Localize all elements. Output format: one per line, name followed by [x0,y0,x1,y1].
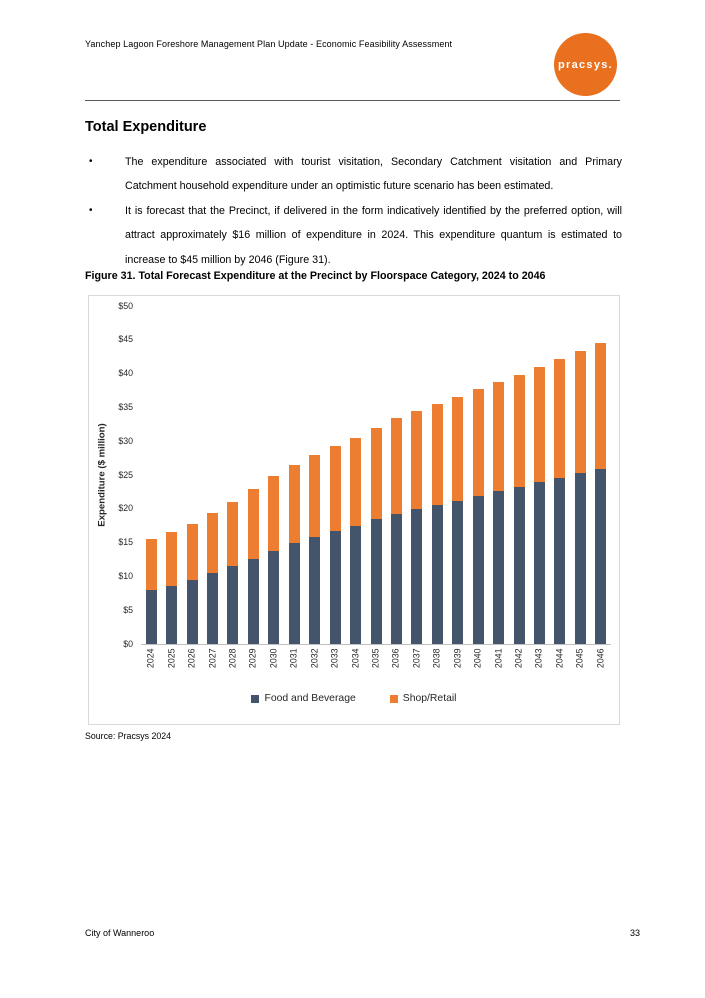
source-note: Source: Pracsys 2024 [85,731,172,741]
page-number: 33 [630,928,641,938]
bar-segment-food-and-beverage [575,473,586,644]
x-tick-label: 2031 [288,648,299,669]
bar-segment-food-and-beverage [595,469,606,644]
y-tick-label: $45 [118,334,133,345]
bar-segment-food-and-beverage [554,478,565,644]
bar-segment-food-and-beverage [473,496,484,644]
bar-segment-shop-retail [514,375,525,487]
bar-segment-shop-retail [227,502,238,566]
legend-item [390,693,457,704]
section-heading: Total Expenditure [85,119,207,135]
x-tick-label: 2038 [431,648,442,669]
bar-segment-food-and-beverage [534,482,545,644]
bullet-list [85,150,622,272]
x-tick-label: 2039 [452,648,463,669]
bar-segment-food-and-beverage [330,531,341,644]
y-tick-label: $10 [118,570,133,581]
y-tick-label: $40 [118,368,133,379]
bar-segment-shop-retail [595,343,606,469]
x-tick-label: 2025 [166,648,177,669]
bar-segment-shop-retail [187,524,198,580]
y-tick-label: $30 [118,435,133,446]
x-tick-label: 2036 [390,648,401,669]
bullet-marker-icon: • [89,204,93,216]
bar-segment-shop-retail [554,359,565,477]
bar-segment-shop-retail [166,532,177,585]
bar-segment-food-and-beverage [207,573,218,644]
bar-segment-food-and-beverage [289,543,300,644]
bar-segment-food-and-beverage [309,537,320,644]
legend-swatch [390,695,398,703]
bar-segment-shop-retail [534,367,545,483]
figure-caption: Figure 31. Total Forecast Expenditure at the Precinct by Floorspace Category, 2024 to 2046 [85,270,546,282]
bar-segment-food-and-beverage [411,509,422,644]
pracsys-logo [554,33,617,96]
chart-legend [89,693,619,704]
x-tick-label: 2029 [247,648,258,669]
expenditure-stacked-bar-chart [88,295,620,725]
bar-segment-food-and-beverage [146,590,157,644]
document-header-title: Yanchep Lagoon Foreshore Management Plan Update - Economic Feasibility Assessment [85,39,453,49]
bar-segment-shop-retail [207,513,218,573]
bullet-marker-icon: • [89,156,93,167]
x-tick-label: 2034 [350,648,361,669]
x-tick-label: 2043 [533,648,544,669]
x-tick-label: 2046 [595,648,606,669]
x-tick-label: 2041 [493,648,504,669]
bar-segment-shop-retail [391,418,402,515]
bar-segment-food-and-beverage [432,505,443,644]
y-tick-label: $35 [118,401,133,412]
bar-segment-food-and-beverage [248,559,259,644]
bar-segment-shop-retail [268,476,279,550]
bar-segment-food-and-beverage [493,491,504,644]
x-tick-label: 2030 [268,648,279,669]
bar-segment-shop-retail [289,465,300,543]
legend-swatch [251,695,259,703]
bar-segment-shop-retail [350,438,361,526]
x-tick-label: 2033 [329,648,340,669]
x-tick-label: 2042 [513,648,524,669]
bar-segment-shop-retail [432,404,443,505]
bullet-text: It is forecast that the Precinct, if delivered in the form indicatively identified by the preferred option, will attract approximately $16 million of expenditure in 2024. This expenditure quantum is estimated to increase to $45 million by 2046 (Figure 31). [125,204,622,266]
x-tick-label: 2037 [411,648,422,669]
bar-segment-shop-retail [452,397,463,501]
y-axis-tick-labels [89,300,133,649]
bullet-item [85,150,622,199]
legend-item [251,693,355,704]
bar-segment-food-and-beverage [391,514,402,644]
legend-label: Shop/Retail [402,693,457,704]
bar-segment-food-and-beverage [371,519,382,644]
y-tick-label: $20 [118,503,133,514]
x-tick-label: 2032 [309,648,320,669]
y-tick-label: $25 [118,469,133,480]
bullet-text: The expenditure associated with tourist visitation, Secondary Catchment visitation and Primary Catchment household expenditure under an optimistic future scenario has been estimated. [125,156,622,193]
bar-segment-shop-retail [330,446,341,531]
bar-segment-shop-retail [473,389,484,496]
x-tick-label: 2026 [186,648,197,669]
y-tick-label: $5 [123,604,133,615]
bar-segment-shop-retail [575,351,586,473]
y-tick-label: $15 [118,537,133,548]
bar-segment-food-and-beverage [268,551,279,644]
x-tick-label: 2044 [554,648,565,669]
pracsys-logo-text: pracsys. [557,58,614,71]
y-tick-label: $0 [123,638,133,649]
x-tick-label: 2024 [145,648,156,669]
bar-segment-food-and-beverage [350,526,361,644]
bar-segment-shop-retail [248,489,259,559]
x-tick-label: 2045 [574,648,585,669]
bar-segment-shop-retail [146,539,157,590]
bar-segment-food-and-beverage [227,566,238,644]
bar-segment-food-and-beverage [187,580,198,644]
footer-organisation: City of Wanneroo [85,928,155,938]
y-tick-label: $50 [118,300,133,311]
bar-segment-shop-retail [371,428,382,519]
bullet-item [85,199,622,272]
bar-segment-shop-retail [411,411,422,509]
bar-segment-food-and-beverage [514,487,525,644]
x-tick-label: 2027 [207,648,218,669]
bar-segment-shop-retail [309,455,320,537]
bar-segment-shop-retail [493,382,504,492]
x-tick-label: 2028 [227,648,238,669]
legend-label: Food and Beverage [264,693,356,704]
bar-segment-food-and-beverage [166,586,177,644]
x-tick-label: 2035 [370,648,381,669]
header-divider [85,100,620,101]
plot-area [141,306,611,645]
y-axis-title: Expenditure ($ million) [96,423,108,527]
x-tick-label: 2040 [472,648,483,669]
bar-segment-food-and-beverage [452,501,463,644]
